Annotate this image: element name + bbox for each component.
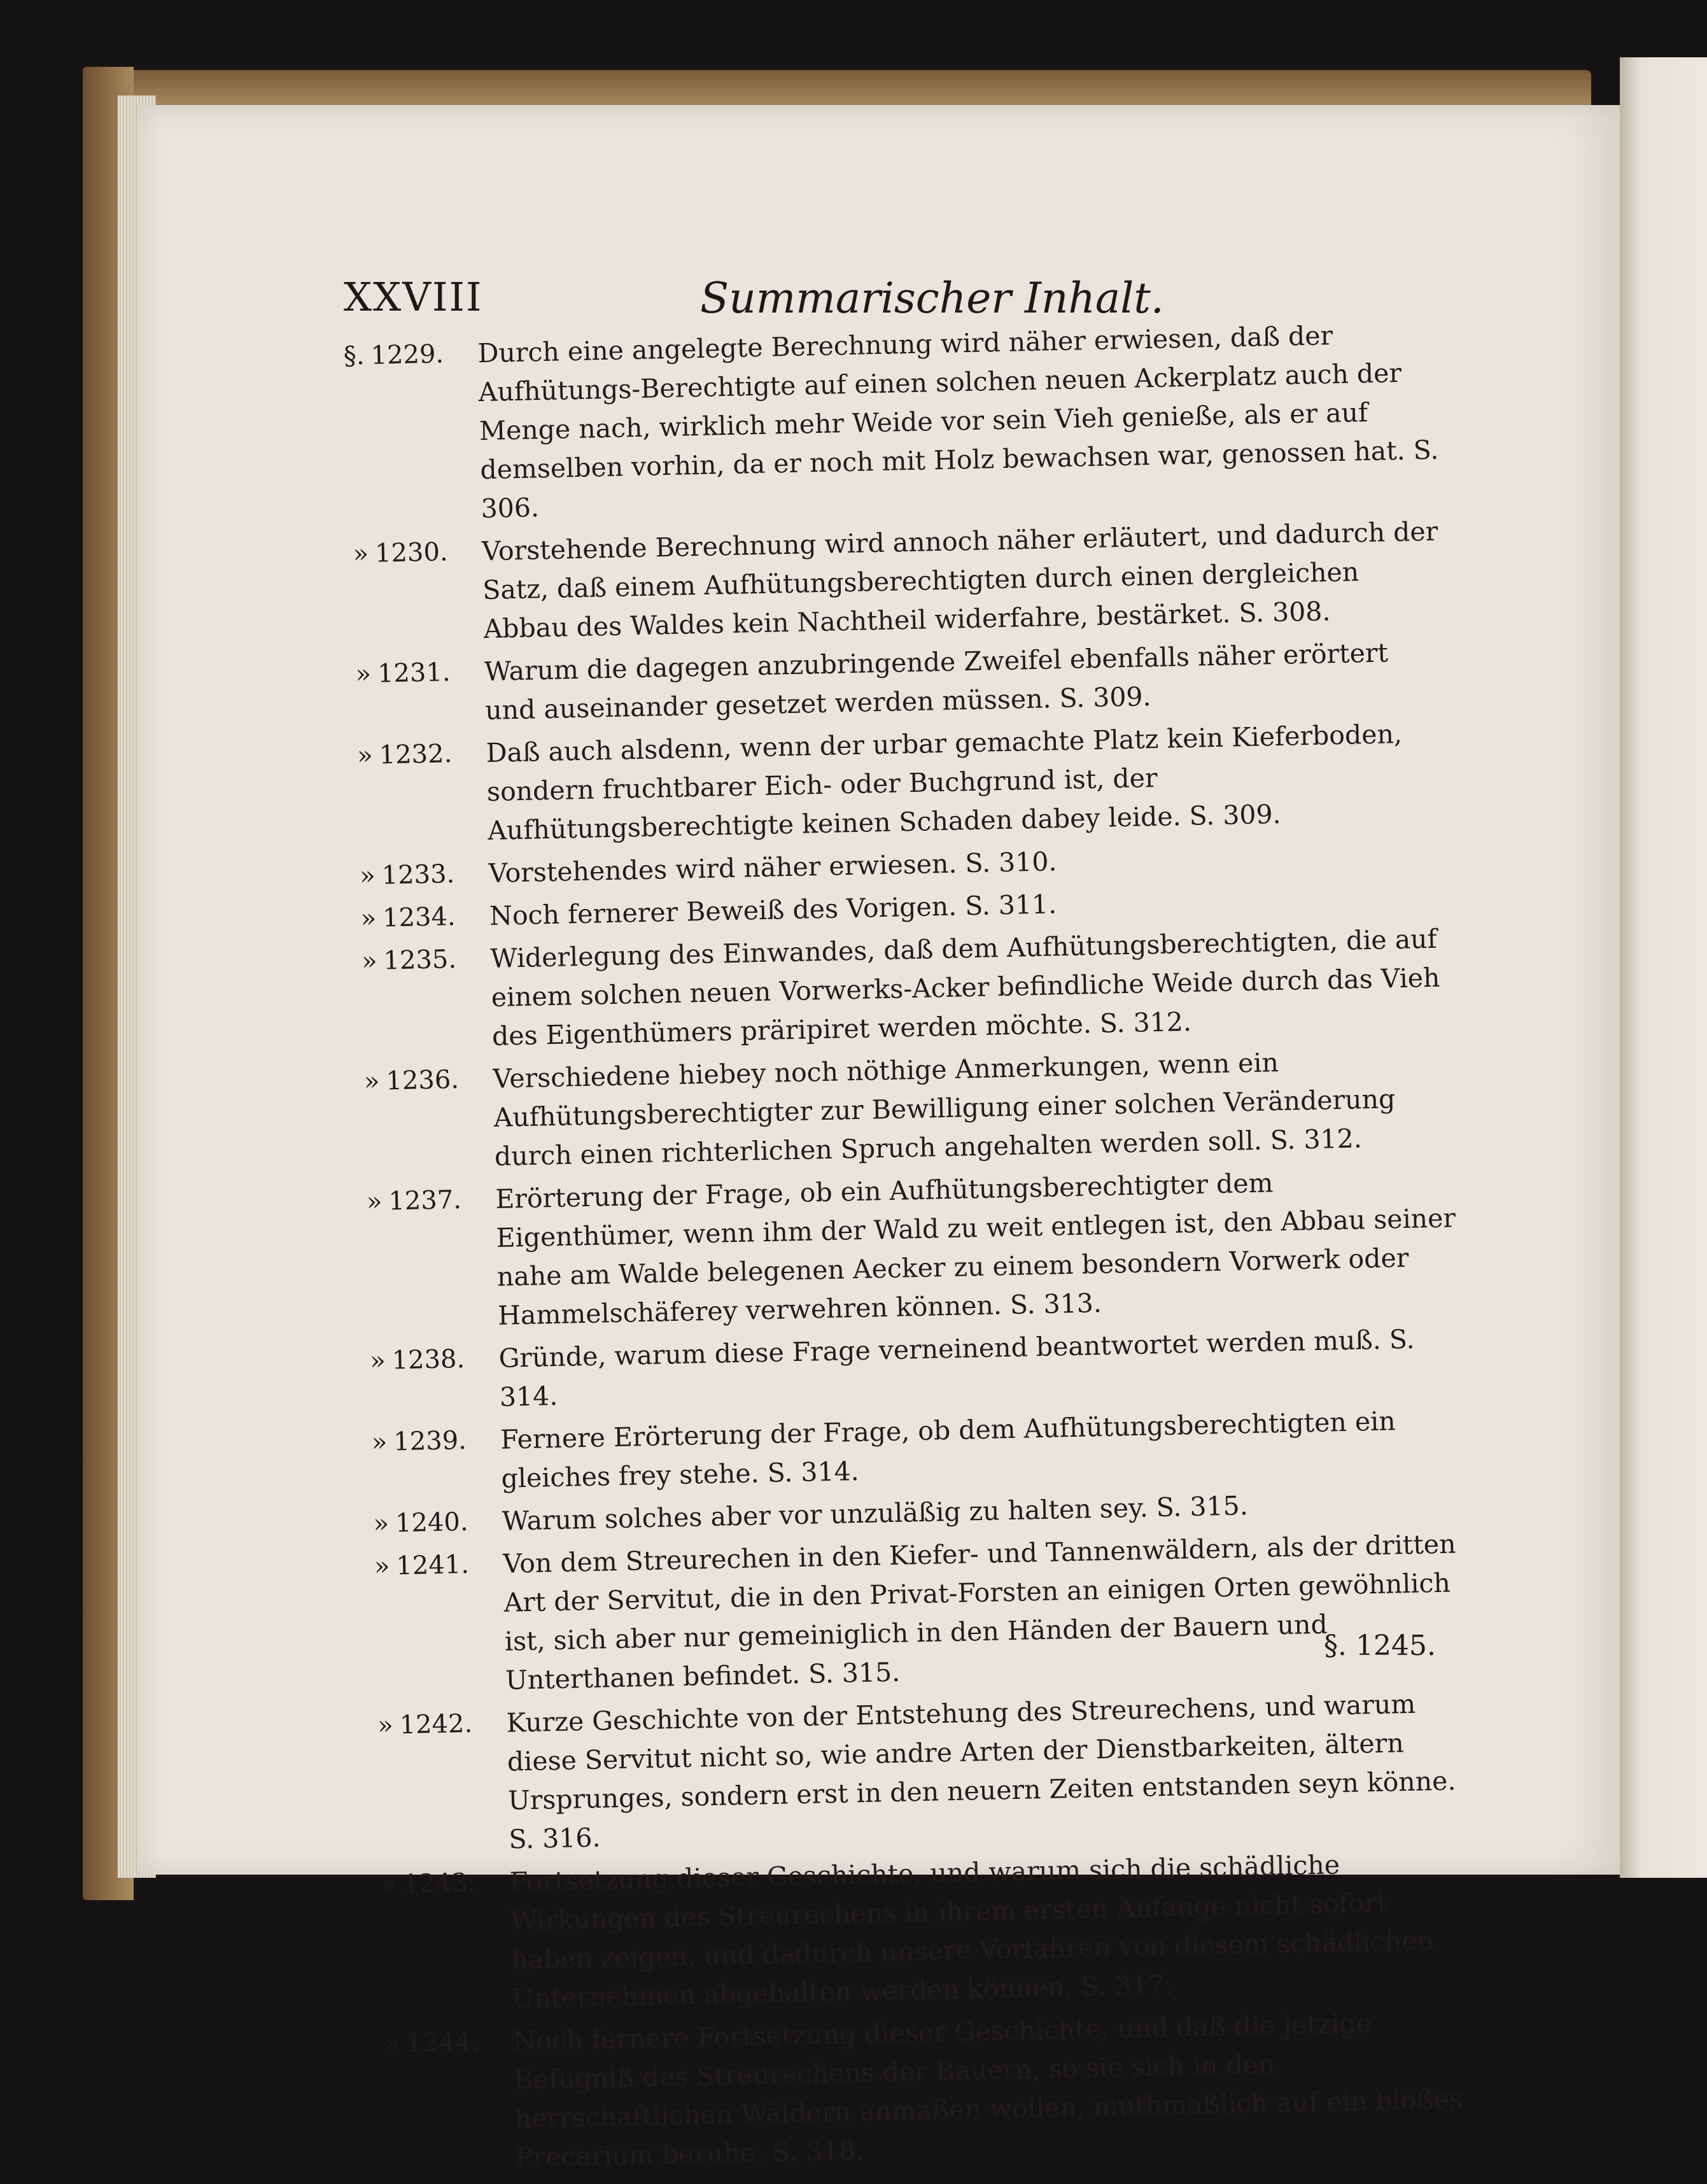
entry-text: Noch fernere Fortsetzung dieser Geschichte, und daß die jetzige Befugniß des Streurechens der Bauern, so sie sich in den herrschaftlichen Wäldern anmaßen wollen, muthmaßlich auf ein bloßes Precarium beruhe. S. 318. [512,2008,1463,2173]
toc-entry [339,714,1449,853]
catchword: §. 1245. [1324,1630,1436,1662]
entry-mark: » [353,539,369,569]
entry-mark: » [369,1346,386,1376]
entry-text: Durch eine angelegte Berechnung wird näher erwiesen, daß der Aufhütungs-Berechtigte auf einen solchen neuen Ackerplatz auch der Menge nach, wirklich mehr Weide vor sein Vieh genieße, als er auf demselben vorhin, da er noch mit Holz bewachsen war, genossen hat. S. 306. [477,320,1439,525]
toc-entry [331,314,1442,532]
entry-text: Fortsetzung dieser Geschichte, und warum sich die schädliche Wirkungen des Streurechens in ihrem ersten Anfange nicht sofort haben zeigen, und dadurch unsere Vorfahren von diesem schädlichen Unternehmen abgehalten werden können. S. 317. [509,1849,1435,2014]
entry-mark: » [363,1066,380,1097]
entry-number: 1229. [370,339,444,370]
entry-number: 1237. [388,1185,462,1216]
entry-text: Vorstehendes wird näher erwiesen. S. 310. [488,846,1057,889]
entry-number: 1242. [399,1708,473,1740]
toc-entry [363,1843,1473,2021]
facing-page-edge [1620,57,1707,1878]
entry-number: 1241. [395,1549,470,1581]
entry-text: Gründe, warum diese Frage verneinend beantwortet werden muß. S. 314. [498,1323,1415,1413]
entry-mark: » [366,1187,383,1217]
entry-text: Vorstehende Berechnung wird annoch näher erläutert, und dadurch der Satz, daß einem Aufhütungsberechtigten durch einen dergleichen Abbau des Waldes kein Nachtheil widerfahre, bestärket. S. 308. [481,516,1438,645]
entry-text: Fernere Erörterung der Frage, ob dem Aufhütungsberechtigten ein gleiches frey stehe. S. 314. [500,1406,1396,1494]
toc-entry [335,512,1445,651]
entry-mark: » [377,1710,394,1740]
toc-entry [346,1039,1456,1179]
entry-number: 1232. [379,739,453,770]
entry-mark: » [384,2029,400,2059]
entry-text: Daß auch alsdenn, wenn der urbar gemachte Platz kein Kieferboden, sondern fruchtbarer Eich- oder Buchgrund ist, der Aufhütungsberechtigte keinen Schaden dabey leide. S. 309. [486,718,1403,847]
entry-text: Widerlegung des Einwandes, daß dem Aufhütungsberechtigten, die auf einem solchen neuen Vorwerks-Acker befindliche Weide durch das Vieh des Eigenthümers präripiret werden möchte. S. 312. [489,923,1440,1052]
entry-number: 1239. [393,1425,467,1457]
entry-text: Noch fernerer Beweiß des Vorigen. S. 311. [489,889,1057,931]
entry-text: Kurze Geschichte von der Entstehung des Streurechens, und warum diese Servitut nicht so, wie andre Arten der Dienstbarkeiten, ältern Ursprunges, sondern erst in den neuern Zeiten entstanden seyn könne. S. 316. [506,1688,1456,1855]
entry-mark: » [356,740,374,771]
table-of-contents-list [331,314,1477,2184]
entry-mark: » [361,946,378,976]
page-number: XXVIII [344,274,483,320]
toc-entry [344,919,1453,1059]
entry-number: 1244. [405,2027,480,2059]
entry-number: 1233. [381,859,455,891]
entry-text: Warum die dagegen anzubringende Zweifel ebenfalls näher erörtert und auseinander gesetzet werden müssen. S. 309. [484,637,1389,726]
entry-mark: » [371,1427,388,1458]
entry-text: Verschiedene hiebey noch nöthige Anmerkungen, wenn ein Aufhütungsberechtigter zur Bewilligung einer solchen Veränderung durch einen richterlichen Spruch angehalten werden soll. S. 312. [492,1047,1396,1172]
entry-number: 1235. [383,945,457,976]
entry-mark: » [359,861,376,891]
entry-number: 1231. [377,658,451,689]
entry-number: 1236. [386,1065,460,1096]
toc-entry [360,1684,1470,1862]
entry-text: Erörterung der Frage, ob ein Aufhütungsberechtigter dem Eigenthümer, wenn ihm der Wald zu weit entlegen ist, den Abbau seiner nahe am Walde belegenen Aecker zu einem besondern Vorwerk oder Hammelschäferey verwehren können. S. 313. [495,1167,1456,1331]
toc-entry [367,2002,1477,2180]
entry-mark: » [355,659,372,689]
book-cover-top-edge [89,70,1591,108]
entry-number: 1243. [402,1868,476,1899]
running-title: Summarischer Inhalt. [700,274,1164,323]
entry-mark: » [374,1551,390,1581]
entry-text: Warum solches aber vor unzuläßig zu halten sey. S. 315. [502,1490,1249,1537]
entry-text: Von dem Streurechen in den Kiefer- und Tannenwäldern, als der dritten Art der Servitut, die in den Privat-Forsten an einigen Orten gewöhnlich ist, sich aber nur gemeiniglich in den Händen der Bauern und Unterthanen befindet. S. 315. [502,1528,1456,1696]
entry-mark: » [360,903,377,934]
toc-entry [356,1525,1467,1703]
entry-number: 1230. [374,537,449,568]
entry-number: 1238. [391,1344,465,1376]
entry-number: 1240. [395,1507,469,1539]
entry-number: 1234. [382,902,456,933]
entry-mark: » [380,1870,397,1899]
entry-mark: §. [343,341,365,371]
toc-entry [349,1160,1459,1338]
entry-mark: » [373,1509,390,1539]
